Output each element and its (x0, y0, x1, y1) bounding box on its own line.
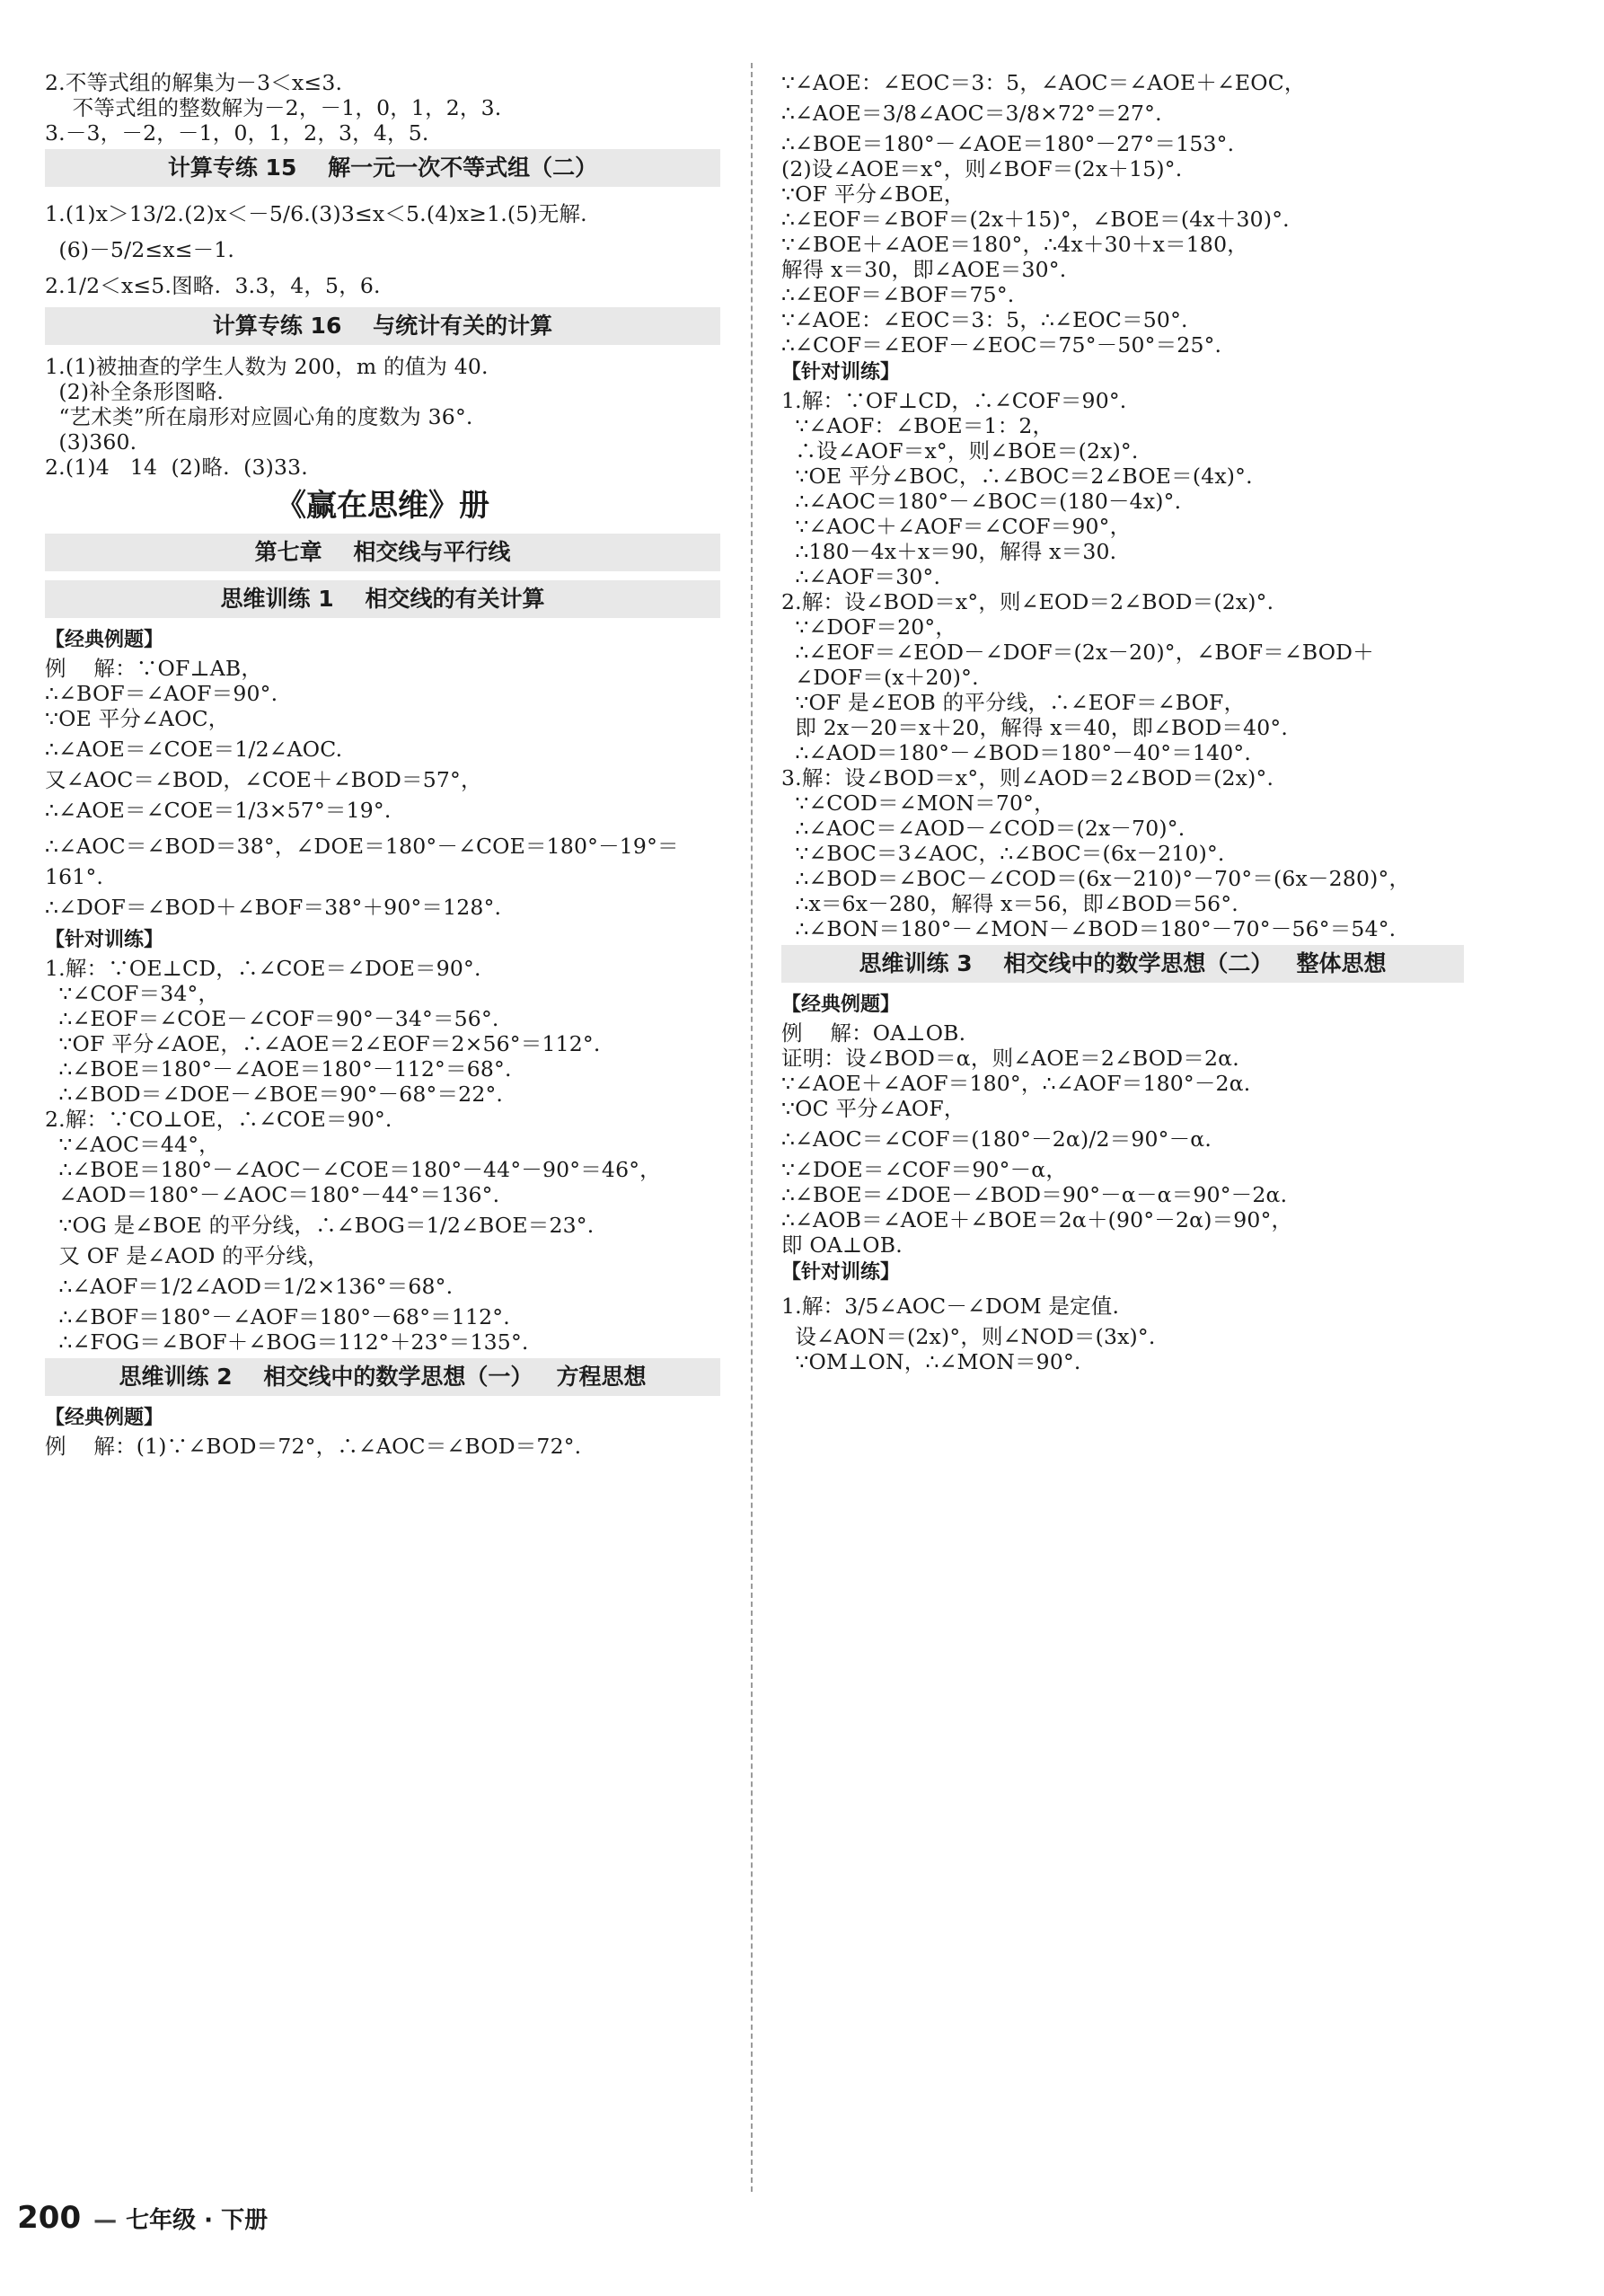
answer-line: “艺术类”所在扇形对应圆心角的度数为 36°. (45, 404, 473, 429)
column-divider (751, 63, 753, 2192)
answer-line: ∴∠AOF＝1/2∠AOD＝1/2×136°＝68°. (45, 1274, 454, 1299)
answer-line: ∵OG 是∠BOE 的平分线，∴∠BOG＝1/2∠BOE＝23°. (45, 1213, 595, 1238)
section-heading: 思维训练 2 相交线中的数学思想（一） 方程思想 (45, 1358, 720, 1396)
answer-line: ∴∠AOC＝∠AOD－∠COD＝(2x－70)°. (781, 816, 1185, 841)
answer-line: ∵OM⊥ON，∴∠MON＝90°. (781, 1349, 1081, 1374)
answer-line: 1.(1)被抽查的学生人数为 200，m 的值为 40. (45, 354, 489, 379)
answer-line: ∴x＝6x－280，解得 x＝56，即∠BOD＝56°. (781, 891, 1238, 916)
answer-line: ∴∠FOG＝∠BOF＋∠BOG＝112°＋23°＝135°. (45, 1329, 529, 1355)
answer-line: ∠AOD＝180°－∠AOC＝180°－44°＝136°. (45, 1182, 500, 1207)
answer-line: 1.(1)x＞13/2.(2)x＜－5/6.(3)3≤x＜5.(4)x≥1.(5)无解. (45, 201, 587, 226)
answer-line: 例 解：OA⊥OB. (781, 1020, 966, 1046)
answer-line: ∴∠AOE＝∠COE＝1/2∠AOC. (45, 737, 343, 762)
footer-dash: — (93, 2207, 118, 2234)
answer-line: ∴∠AOE＝3/8∠AOC＝3/8×72°＝27°. (781, 101, 1162, 126)
answer-line: ∵OF 平分∠BOE， (781, 181, 965, 207)
answer-line: ∴∠BOF＝∠AOF＝90°. (45, 681, 278, 706)
answer-line: 2.(1)4 14 (2)略. (3)33. (45, 455, 308, 480)
answer-line: 例 解：∵OF⊥AB， (45, 656, 263, 681)
answer-line: ∵∠AOC＋∠AOF＝∠COF＝90°， (781, 514, 1132, 539)
answer-line: ∵OF 平分∠AOE，∴∠AOE＝2∠EOF＝2×56°＝112°. (45, 1031, 601, 1056)
answer-line: ∵∠DOF＝20°， (781, 614, 957, 640)
answer-line: 即 2x－20＝x＋20，解得 x＝40，即∠BOD＝40°. (781, 715, 1289, 740)
right-column (781, 70, 1464, 1374)
answer-line: ∴∠BOE＝180°－∠AOE＝180°－27°＝153°. (781, 131, 1235, 156)
answer-line: ∵∠BOC＝3∠AOC，∴∠BOC＝(6x－210)°. (781, 841, 1225, 866)
answer-line: ∵∠COF＝34°， (45, 981, 220, 1006)
answer-line: (6)－5/2≤x≤－1. (45, 237, 235, 262)
answer-line: ∵∠AOE：∠EOC＝3：5，∴∠EOC＝50°. (781, 307, 1188, 332)
answer-line: ∴∠BOE＝180°－∠AOE＝180°－112°＝68°. (45, 1056, 512, 1082)
answer-line: 即 OA⊥OB. (781, 1232, 903, 1258)
answer-line: 2.解：∵CO⊥OE，∴∠COE＝90°. (45, 1107, 392, 1132)
answer-line: ∵∠DOE＝∠COF＝90°－α， (781, 1157, 1068, 1182)
answer-line: 2.不等式组的解集为－3＜x≤3. (45, 70, 343, 95)
section-heading: 计算专练 16 与统计有关的计算 (45, 307, 720, 345)
answer-line: ∴∠BOD＝∠DOE－∠BOE＝90°－68°＝22°. (45, 1082, 504, 1107)
answer-line: ∴∠EOF＝∠BOF＝75°. (781, 282, 1015, 307)
answer-line: ∴180－4x＋x＝90，解得 x＝30. (781, 539, 1117, 564)
book-title: 《赢在思维》册 (276, 488, 489, 524)
section-tag: 【针对训练】 (781, 1261, 901, 1284)
answer-line: 3.－3，－2，－1，0，1，2，3，4，5. (45, 120, 429, 146)
answer-line: ∴∠AOC＝180°－∠BOC＝(180－4x)°. (781, 489, 1182, 514)
answer-line: ∵OF 是∠EOB 的平分线，∴∠EOF＝∠BOF， (781, 690, 1246, 715)
answer-line: 证明：设∠BOD＝α，则∠AOE＝2∠BOD＝2α. (781, 1046, 1239, 1071)
answer-line: 161°. (45, 864, 104, 889)
section-heading: 思维训练 3 相交线中的数学思想（二） 整体思想 (781, 945, 1464, 983)
section-tag: 【经典例题】 (45, 629, 164, 651)
answer-line: ∵∠BOE＋∠AOE＝180°，∴4x＋30＋x＝180， (781, 232, 1248, 257)
answer-line: ∵∠AOC＝44°， (45, 1132, 220, 1157)
answer-line: ∴∠BOE＝180°－∠AOC－∠COE＝180°－44°－90°＝46°， (45, 1157, 661, 1182)
answer-line: ∵∠COD＝∠MON＝70°， (781, 790, 1055, 816)
answer-line: (2)设∠AOE＝x°，则∠BOF＝(2x＋15)°. (781, 156, 1183, 181)
section-heading: 计算专练 15 解一元一次不等式组（二） (45, 149, 720, 187)
answer-line: ∴∠AOC＝∠COF＝(180°－2α)/2＝90°－α. (781, 1126, 1212, 1152)
left-column (45, 70, 720, 1459)
answer-line: ∴∠AOE＝∠COE＝1/3×57°＝19°. (45, 798, 392, 823)
answer-line: 又 OF 是∠AOD 的平分线， (45, 1243, 329, 1268)
answer-line: ∵∠AOE：∠EOC＝3：5，∠AOC＝∠AOE＋∠EOC， (781, 70, 1306, 95)
answer-line: 2.1/2＜x≤5.图略. 3.3，4，5，6. (45, 273, 381, 298)
answer-line: 2.解：设∠BOD＝x°，则∠EOD＝2∠BOD＝(2x)°. (781, 589, 1274, 614)
answer-line: ∵OE 平分∠BOC，∴∠BOC＝2∠BOE＝(4x)°. (781, 464, 1253, 489)
answer-line: ∴∠BOD＝∠BOC－∠COD＝(6x－210)°－70°＝(6x－280)°， (781, 866, 1411, 891)
answer-line: ∴∠BOF＝180°－∠AOF＝180°－68°＝112°. (45, 1304, 510, 1329)
section-tag: 【针对训练】 (45, 929, 164, 951)
answer-line: 1.解：∵OF⊥CD，∴∠COF＝90°. (781, 388, 1127, 413)
answer-line: ∴∠AOF＝30°. (781, 564, 941, 589)
answer-line: ∵∠AOF：∠BOE＝1：2， (781, 413, 1054, 438)
section-tag: 【针对训练】 (781, 361, 901, 384)
answer-line: ∴设∠AOF＝x°，则∠BOE＝(2x)°. (781, 438, 1139, 464)
answer-line: 3.解：设∠BOD＝x°，则∠AOD＝2∠BOD＝(2x)°. (781, 765, 1274, 790)
answer-line: ∴∠AOC＝∠BOD＝38°，∠DOE＝180°－∠COE＝180°－19°＝ (45, 834, 679, 859)
answer-line: ∴∠EOF＝∠COE－∠COF＝90°－34°＝56°. (45, 1006, 499, 1031)
answer-line: 不等式组的整数解为－2，－1，0，1，2，3. (45, 95, 502, 120)
answer-line: ∴∠EOF＝∠BOF＝(2x＋15)°，∠BOE＝(4x＋30)°. (781, 207, 1290, 232)
answer-line: ∵OC 平分∠AOF， (781, 1096, 965, 1121)
answer-line: ∴∠BOE＝∠DOE－∠BOD＝90°－α－α＝90°－2α. (781, 1182, 1288, 1207)
section-heading: 思维训练 1 相交线的有关计算 (45, 580, 720, 618)
answer-line: 1.解：∵OE⊥CD，∴∠COE＝∠DOE＝90°. (45, 956, 481, 981)
answer-line: ∵∠AOE＋∠AOF＝180°，∴∠AOF＝180°－2α. (781, 1071, 1251, 1096)
section-tag: 【经典例题】 (45, 1407, 164, 1429)
section-tag: 【经典例题】 (781, 993, 901, 1016)
answer-line: (2)补全条形图略. (45, 379, 225, 404)
answer-line: ∴∠AOB＝∠AOE＋∠BOE＝2α＋(90°－2α)＝90°， (781, 1207, 1293, 1232)
answer-line: 设∠AON＝(2x)°，则∠NOD＝(3x)°. (781, 1324, 1156, 1349)
section-heading: 第七章 相交线与平行线 (45, 534, 720, 571)
answer-line: 又∠AOC＝∠BOD，∠COE＋∠BOD＝57°， (45, 767, 482, 792)
answer-line: ∴∠AOD＝180°－∠BOD＝180°－40°＝140°. (781, 740, 1251, 765)
answer-line: ∴∠DOF＝∠BOD＋∠BOF＝38°＋90°＝128°. (45, 895, 502, 920)
answer-line: ∴∠BON＝180°－∠MON－∠BOD＝180°－70°－56°＝54°. (781, 916, 1397, 941)
answer-line: 例 解：(1)∵∠BOD＝72°，∴∠AOC＝∠BOD＝72°. (45, 1434, 582, 1459)
answer-line: (3)360. (45, 429, 137, 455)
answer-line: 解得 x＝30，即∠AOE＝30°. (781, 257, 1067, 282)
page-number: 200 (17, 2200, 82, 2236)
page-footer (7, 2183, 268, 2236)
grade-label: 七年级 · 下册 (126, 2207, 269, 2234)
answer-line: ∴∠EOF＝∠EOD－∠DOF＝(2x－20)°，∠BOF＝∠BOD＋ (781, 640, 1374, 665)
answer-line: 1.解：3/5∠AOC－∠DOM 是定值. (781, 1294, 1120, 1319)
answer-line: ∴∠COF＝∠EOF－∠EOC＝75°－50°＝25°. (781, 332, 1222, 358)
answer-line: ∠DOF＝(x＋20)°. (781, 665, 979, 690)
answer-line: ∵OE 平分∠AOC， (45, 706, 230, 731)
